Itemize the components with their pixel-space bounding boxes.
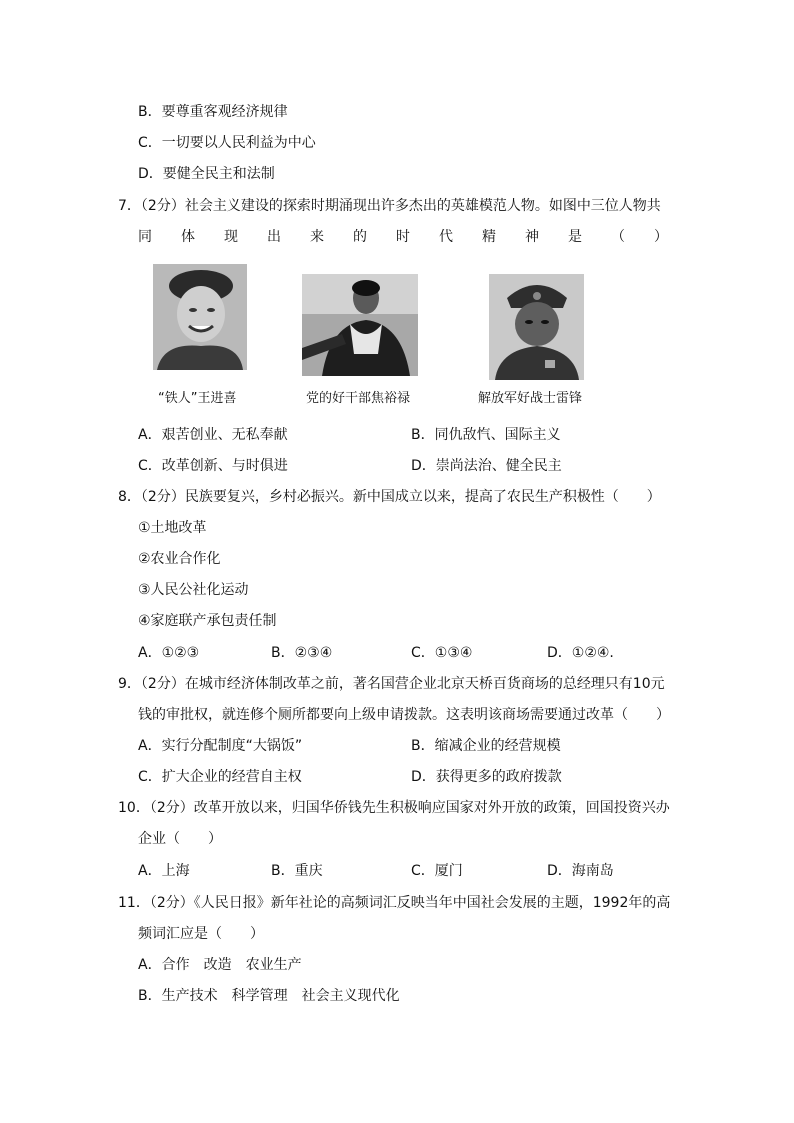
q10-option-a: A．上海	[138, 863, 190, 879]
q7-stem-line2-char: 精	[482, 229, 496, 245]
q9-stem-line2: 钱的审批权，就连修个厕所都要向上级申请拨款。这表明该商场需要通过改革（ ）	[138, 707, 670, 723]
q10-option-c: C．厦门	[411, 863, 463, 879]
q11-stem-line2: 频词汇应是（ ）	[138, 926, 264, 942]
caption-lei-feng: 解放军好战士雷锋	[478, 391, 583, 406]
q7-options-row2	[138, 456, 698, 476]
q7-stem-line2-char: 体	[181, 229, 195, 245]
q9-stem-line1: 9．（2分）在城市经济体制改革之前，著名国营企业北京天桥百货商场的总经理只有10元	[118, 676, 665, 692]
q7-stem-line2-char: 出	[267, 229, 281, 245]
q10-stem-line1: 10．（2分）改革开放以来，归国华侨钱先生积极响应国家对外开放的政策，回国投资兴办	[118, 800, 670, 816]
q6-option-b: B．要尊重客观经济规律	[138, 104, 288, 120]
q7-option-a: A．艰苦创业、无私奉献	[138, 427, 288, 443]
q7-stem-line2	[138, 227, 668, 247]
q7-stem-line2-char: ）	[654, 229, 668, 245]
q8-stem: 8．（2分）民族要复兴，乡村必振兴。新中国成立以来，提高了农民生产积极性（ ）	[118, 489, 661, 505]
q7-stem-line2-char: 时	[396, 229, 410, 245]
q11-option-a: A．合作 改造 农业生产	[138, 957, 302, 973]
q8-option-b: B．②③④	[271, 645, 333, 661]
q10-option-b: B．重庆	[271, 863, 323, 879]
q8-option-d: D．①②④.	[547, 645, 614, 661]
q9-option-c: C．扩大企业的经营自主权	[138, 769, 302, 785]
q8-item-1: ①土地改革	[138, 520, 207, 536]
q6-option-c: C．一切要以人民利益为中心	[138, 135, 316, 151]
q8-option-c: C．①③④	[411, 645, 473, 661]
q7-stem-line2-char: 神	[525, 229, 539, 245]
q11-stem-line1: 11．（2分）《人民日报》新年社论的高频词汇反映当年中国社会发展的主题，1992年的高	[118, 895, 671, 911]
q6-option-d: D．要健全民主和法制	[138, 166, 275, 182]
q7-stem-line2-char: 的	[353, 229, 367, 245]
q10-option-d: D．海南岛	[547, 863, 614, 879]
q8-option-a: A．①②③	[138, 645, 200, 661]
photo-wang-jinxi	[153, 264, 247, 370]
q8-item-3: ③人民公社化运动	[138, 582, 249, 598]
q7-stem-line2-char: 代	[439, 229, 453, 245]
q8-item-2: ②农业合作化	[138, 551, 221, 567]
q7-stem-line2-char: （	[611, 229, 625, 245]
q8-options	[138, 643, 698, 663]
q9-option-d: D．获得更多的政府拨款	[411, 769, 562, 785]
q7-option-b: B．同仇敌忾、国际主义	[411, 427, 561, 443]
q7-stem-line1: 7．（2分）社会主义建设的探索时期涌现出许多杰出的英雄模范人物。如图中三位人物共	[118, 198, 661, 214]
q7-stem-line2-char: 是	[568, 229, 582, 245]
q9-option-a: A．实行分配制度“大锅饭”	[138, 738, 303, 754]
photo-jiao-yulu	[302, 274, 418, 376]
q10-options	[138, 861, 698, 881]
q9-options-row2	[138, 767, 698, 787]
q11-option-b: B．生产技术 科学管理 社会主义现代化	[138, 988, 400, 1004]
caption-jiao-yulu: 党的好干部焦裕禄	[306, 391, 411, 406]
photo-lei-feng	[489, 274, 584, 380]
q7-option-c: C．改革创新、与时俱进	[138, 458, 288, 474]
q7-options-row1	[138, 425, 698, 445]
q9-options-row1	[138, 736, 698, 756]
q9-option-b: B．缩减企业的经营规模	[411, 738, 561, 754]
q7-stem-line2-char: 来	[310, 229, 324, 245]
q7-stem-line2-char: 现	[224, 229, 238, 245]
caption-wang-jinxi: “铁人”王进喜	[158, 391, 237, 406]
q7-option-d: D．崇尚法治、健全民主	[411, 458, 562, 474]
q7-stem-line2-char: 同	[138, 229, 152, 245]
q8-item-4: ④家庭联产承包责任制	[138, 613, 277, 629]
q10-stem-line2: 企业（ ）	[138, 831, 222, 847]
